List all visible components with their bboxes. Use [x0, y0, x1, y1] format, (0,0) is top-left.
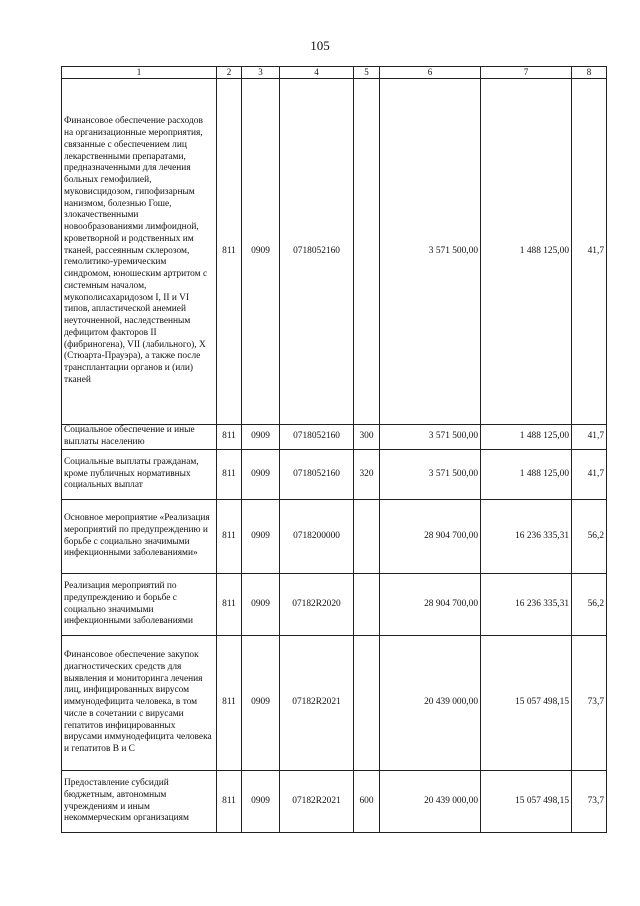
row-section-code: 0909 [242, 771, 280, 833]
row-percent: 56,2 [572, 574, 607, 636]
row-planned-amount: 3 571 500,00 [380, 450, 481, 500]
row-percent: 41,7 [572, 79, 607, 425]
row-name: Финансовое обеспечение закупок диагностических средств для выявления и мониторинга лечения лиц, инфицированных вирусом иммунодефицита человека, в том числе в сочетании с вирусами гепатитов инфицированных вирусами иммунодефицита человека и гепатитов В и С [62, 636, 217, 771]
table-row [62, 636, 607, 771]
row-executed-amount: 15 057 498,15 [481, 771, 572, 833]
row-name: Предоставление субсидий бюджетным, автономным учреждениям и иным некоммерческим организациям [62, 771, 217, 833]
row-section-code: 0909 [242, 636, 280, 771]
budget-table [61, 66, 607, 833]
table-row [62, 500, 607, 574]
row-target-article: 0718200000 [280, 500, 354, 574]
table-row [62, 79, 607, 425]
row-percent: 56,2 [572, 500, 607, 574]
row-expense-type [354, 79, 380, 425]
row-section-code: 0909 [242, 79, 280, 425]
row-expense-type: 320 [354, 450, 380, 500]
row-expense-type: 300 [354, 425, 380, 450]
row-percent: 41,7 [572, 450, 607, 500]
page-number: 105 [310, 38, 330, 53]
header-col-8: 8 [572, 67, 607, 79]
row-name: Основное мероприятие «Реализация мероприятий по предупреждению и борьбе с социально значимыми инфекционными заболеваниями» [62, 500, 217, 574]
row-target-article: 07182R2021 [280, 771, 354, 833]
header-col-3: 3 [242, 67, 280, 79]
row-admin-code: 811 [217, 500, 242, 574]
row-admin-code: 811 [217, 574, 242, 636]
row-admin-code: 811 [217, 450, 242, 500]
row-executed-amount: 16 236 335,31 [481, 500, 572, 574]
row-executed-amount: 1 488 125,00 [481, 79, 572, 425]
row-planned-amount: 28 904 700,00 [380, 500, 481, 574]
row-expense-type: 600 [354, 771, 380, 833]
row-target-article: 0718052160 [280, 79, 354, 425]
row-target-article: 07182R2020 [280, 574, 354, 636]
row-section-code: 0909 [242, 450, 280, 500]
row-section-code: 0909 [242, 425, 280, 450]
header-col-7: 7 [481, 67, 572, 79]
row-admin-code: 811 [217, 425, 242, 450]
row-planned-amount: 3 571 500,00 [380, 79, 481, 425]
row-planned-amount: 3 571 500,00 [380, 425, 481, 450]
header-col-5: 5 [354, 67, 380, 79]
row-target-article: 07182R2021 [280, 636, 354, 771]
row-planned-amount: 20 439 000,00 [380, 636, 481, 771]
row-name: Социальное обеспечение и иные выплаты населению [62, 425, 217, 450]
table-row [62, 771, 607, 833]
table-header-row [62, 67, 607, 79]
table-row [62, 574, 607, 636]
row-expense-type [354, 636, 380, 771]
row-planned-amount: 28 904 700,00 [380, 574, 481, 636]
row-target-article: 0718052160 [280, 450, 354, 500]
row-name: Финансовое обеспечение расходов на организационные мероприятия, связанные с обеспечением лиц лекарственными препаратами, предназначенными для лечения больных гемофилией, муковисцидозом, гипофизарным нанизмом, болезнью Гоше, злокачественными новообразованиями лимфоидной, кроветворной и родственных им тканей, рассеянным склерозом, гемолитико-уремическим синдромом, юношеским артритом с системным началом, мукополисахаридозом I, II и VI типов, апластической анемией неуточненной, наследственным дефицитом факторов II (фибриногена), VII (лабильного), X (Стюарта-Прауэра), а также после трансплантации органов и (или) тканей [62, 79, 217, 425]
row-percent: 73,7 [572, 636, 607, 771]
header-col-4: 4 [280, 67, 354, 79]
row-expense-type [354, 500, 380, 574]
row-name: Социальные выплаты гражданам, кроме публичных нормативных социальных выплат [62, 450, 217, 500]
row-section-code: 0909 [242, 574, 280, 636]
row-percent: 73,7 [572, 771, 607, 833]
row-section-code: 0909 [242, 500, 280, 574]
row-expense-type [354, 574, 380, 636]
header-col-1: 1 [62, 67, 217, 79]
table-row [62, 450, 607, 500]
header-col-2: 2 [217, 67, 242, 79]
row-percent: 41,7 [572, 425, 607, 450]
table-row [62, 425, 607, 450]
row-name: Реализация мероприятий по предупреждению и борьбе с социально значимыми инфекционными заболеваниями [62, 574, 217, 636]
row-executed-amount: 1 488 125,00 [481, 450, 572, 500]
row-executed-amount: 16 236 335,31 [481, 574, 572, 636]
row-planned-amount: 20 439 000,00 [380, 771, 481, 833]
row-executed-amount: 1 488 125,00 [481, 425, 572, 450]
row-admin-code: 811 [217, 636, 242, 771]
row-admin-code: 811 [217, 771, 242, 833]
row-target-article: 0718052160 [280, 425, 354, 450]
row-executed-amount: 15 057 498,15 [481, 636, 572, 771]
header-col-6: 6 [380, 67, 481, 79]
row-admin-code: 811 [217, 79, 242, 425]
